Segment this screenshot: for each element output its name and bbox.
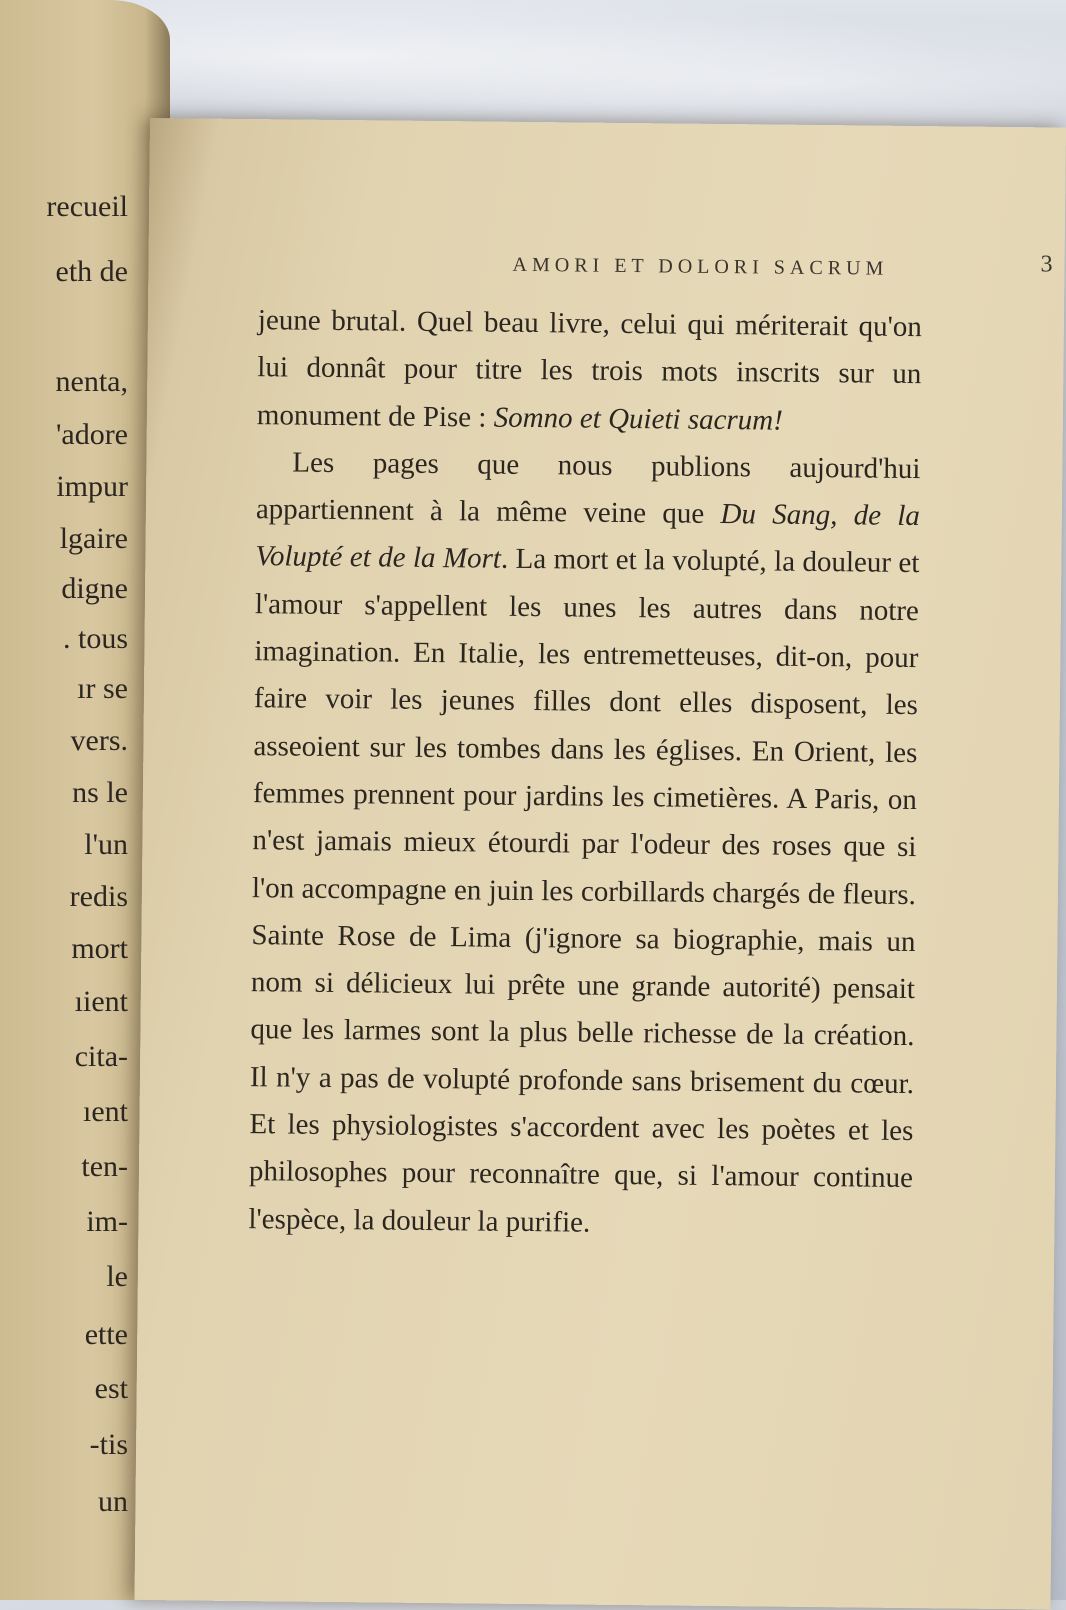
left-page-fragment: digne: [61, 572, 128, 605]
page-number: 3: [1040, 251, 1053, 278]
right-page: [134, 118, 1065, 1610]
left-page-fragment: 'adore: [55, 418, 128, 451]
left-page-fragment: ns le: [72, 776, 128, 809]
left-page-fragment: eth de: [55, 255, 128, 288]
left-page-fragment: nenta,: [55, 365, 128, 398]
body-text: [248, 297, 922, 1250]
left-page-fragment: ır se: [77, 672, 128, 705]
left-page-fragment: -tis: [89, 1428, 128, 1461]
left-page-fragment: l'un: [84, 828, 128, 861]
book-title: Du Sang, de la Volupté et de la Mort: [255, 498, 921, 576]
left-page-fragment: ette: [84, 1318, 128, 1351]
left-page-fragment: . tous: [62, 622, 128, 655]
left-page-fragment: lgaire: [59, 522, 128, 555]
paragraph-2: [248, 439, 920, 1250]
left-page-fragment: redis: [69, 880, 128, 913]
left-page-fragment: ıient: [74, 985, 128, 1018]
left-page-fragment: impur: [56, 470, 128, 503]
left-page-fragment: un: [98, 1485, 128, 1518]
left-page-fragment: mort: [71, 932, 128, 965]
paragraph-1-text: jeune brutal. Quel beau livre, celui qui mériterait qu'on lui donnât pour titre les trois mots inscrits sur un monument de Pise :: [256, 304, 923, 434]
latin-quote: Somno et Quieti sacrum!: [493, 401, 784, 437]
left-page-fragment: recueil: [46, 190, 128, 223]
paragraph-1: [257, 297, 922, 446]
left-page-fragment: im-: [86, 1205, 128, 1238]
paragraph-2-part1: Les pages que nous publions aujourd'hui appartiennent à la même veine que: [255, 446, 921, 531]
left-page-fragment: est: [94, 1372, 128, 1405]
left-page-fragment: le: [106, 1260, 128, 1293]
left-page-fragment: ten-: [81, 1150, 128, 1183]
running-header: AMORI ET DOLORI SACRUM: [512, 253, 889, 280]
left-page-fragment: ıent: [83, 1095, 128, 1128]
left-page-fragment: cita-: [74, 1040, 128, 1073]
paragraph-2-part2: . La mort et la volupté, la douleur et l'amour s'appellent les unes les autres dans notre imagination. En Italie, les entremetteuses, dit-on, pour faire voir les jeunes filles dont elles disposent, les asseoient sur les tombes dans les églises. En Orient, les femmes prennent pour jardins les cimetières. A Paris, on n'est jamais mieux étourdi par l'odeur des roses que si l'on accompagne en juin les corbillards chargés de fleurs. Sainte Rose de Lima (j'ignore sa biographie, mais un nom si délicieux lui prête une grande autorité) pensait que les larmes sont la plus belle richesse de la création. Il n'y a pas de volupté profonde sans brisement du cœur. Et les physiologistes s'accordent avec les poètes et les philosophes pour reconnaître que, si l'amour continue l'espèce, la douleur la purifie.: [248, 543, 920, 1239]
left-page-fragment: vers.: [70, 724, 128, 757]
